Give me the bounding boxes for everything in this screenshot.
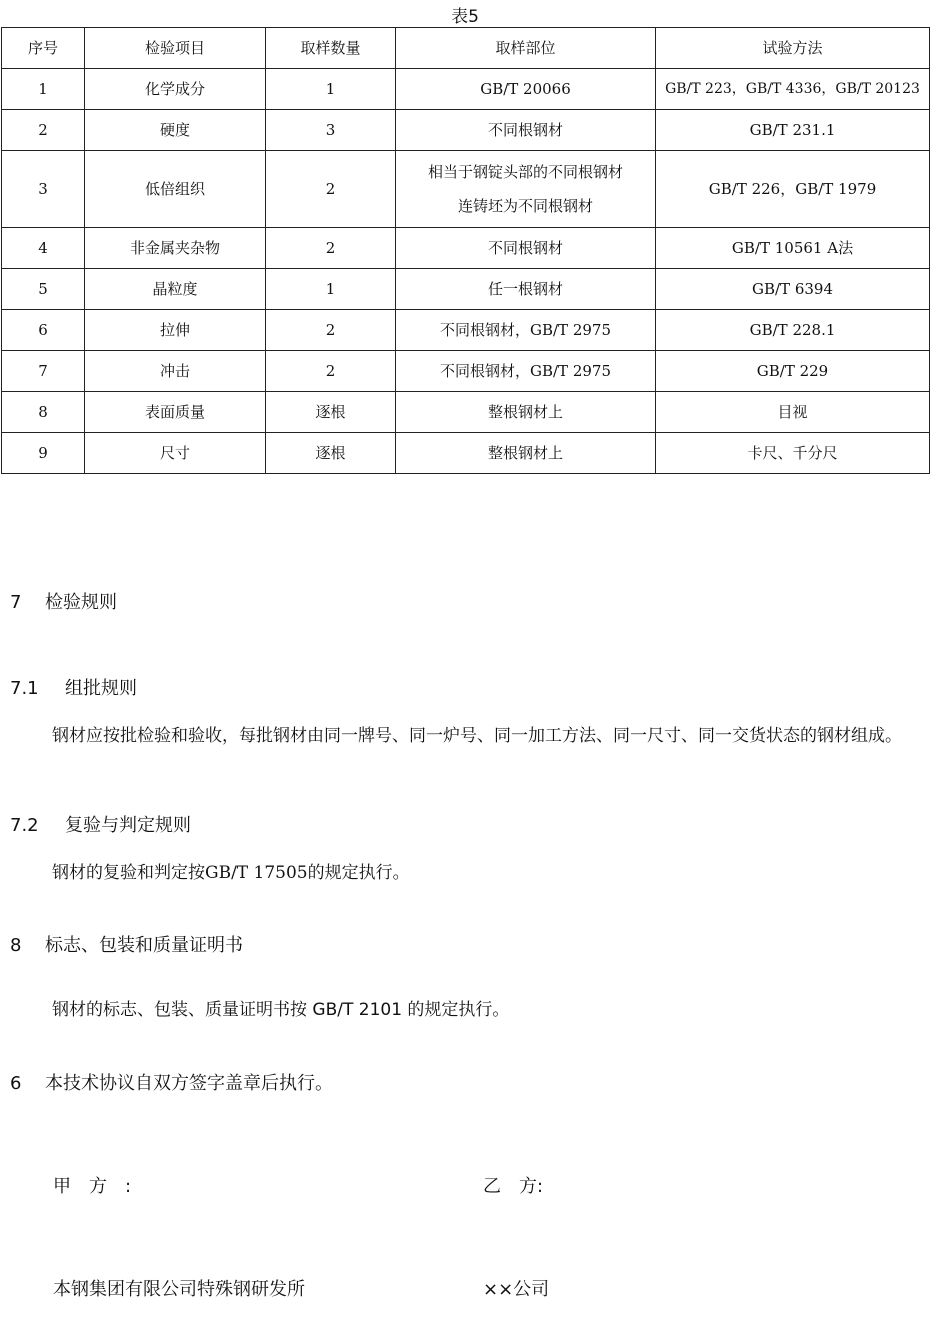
cell-quantity: 1 xyxy=(266,69,396,110)
cell-item: 冲击 xyxy=(85,351,266,392)
cell-quantity: 3 xyxy=(266,110,396,151)
section-8-heading xyxy=(10,931,243,957)
cell-item: 非金属夹杂物 xyxy=(85,228,266,269)
cell-quantity: 逐根 xyxy=(266,433,396,474)
cell-method: GB/T 6394 xyxy=(656,269,930,310)
cell-item: 化学成分 xyxy=(85,69,266,110)
section-7-1-number: 7.1 xyxy=(10,678,39,699)
cell-serial: 8 xyxy=(2,392,85,433)
section-7-title: 检验规则 xyxy=(45,592,117,613)
cell-location: 整根钢材上 xyxy=(396,392,656,433)
table-row xyxy=(2,151,930,228)
cell-location-line2: 连铸坯为不同根钢材 xyxy=(457,197,593,215)
party-b-name: ××公司 xyxy=(483,1279,550,1300)
section-6-number: 6 xyxy=(10,1073,22,1094)
table-row xyxy=(2,110,930,151)
cell-method: GB/T 228.1 xyxy=(656,310,930,351)
cell-serial: 6 xyxy=(2,310,85,351)
cell-location: 不同根钢材，GB/T 2975 xyxy=(396,310,656,351)
section-6-title: 本技术协议自双方签字盖章后执行。 xyxy=(45,1073,333,1094)
section-7-1-text: 钢材应按批检验和验收，每批钢材由同一牌号、同一炉号、同一加工方法、同一尺寸、同一交货状态的钢材组成。 xyxy=(52,726,902,746)
cell-location: GB/T 20066 xyxy=(396,69,656,110)
header-method: 试验方法 xyxy=(656,28,930,69)
section-7-heading xyxy=(10,588,117,614)
header-item: 检验项目 xyxy=(85,28,266,69)
cell-serial: 2 xyxy=(2,110,85,151)
cell-quantity: 1 xyxy=(266,269,396,310)
cell-serial: 9 xyxy=(2,433,85,474)
section-7-2-text: 钢材的复验和判定按GB/T 17505的规定执行。 xyxy=(52,863,410,883)
cell-item: 表面质量 xyxy=(85,392,266,433)
cell-item: 低倍组织 xyxy=(85,151,266,228)
cell-quantity: 2 xyxy=(266,228,396,269)
party-a-name: 本钢集团有限公司特殊钢研发所 xyxy=(53,1279,305,1300)
cell-quantity: 2 xyxy=(266,351,396,392)
cell-serial: 4 xyxy=(2,228,85,269)
table-row xyxy=(2,433,930,474)
party-a-label: 甲 方 : xyxy=(53,1176,132,1197)
table-header-row xyxy=(2,28,930,69)
cell-item: 晶粒度 xyxy=(85,269,266,310)
cell-method: GB/T 231.1 xyxy=(656,110,930,151)
cell-item: 拉伸 xyxy=(85,310,266,351)
header-serial: 序号 xyxy=(2,28,85,69)
cell-quantity: 2 xyxy=(266,310,396,351)
cell-location: 整根钢材上 xyxy=(396,433,656,474)
table-row xyxy=(2,228,930,269)
section-6-heading xyxy=(10,1069,333,1095)
section-7-1-heading xyxy=(10,674,137,700)
table-row xyxy=(2,351,930,392)
cell-quantity: 2 xyxy=(266,151,396,228)
cell-method: GB/T 10561 A法 xyxy=(656,228,930,269)
section-7-number: 7 xyxy=(10,592,22,613)
cell-location: 不同根钢材 xyxy=(396,228,656,269)
section-8-title: 标志、包装和质量证明书 xyxy=(45,935,243,956)
table-row xyxy=(2,69,930,110)
cell-serial: 7 xyxy=(2,351,85,392)
cell-serial: 1 xyxy=(2,69,85,110)
cell-location: 任一根钢材 xyxy=(396,269,656,310)
cell-serial: 5 xyxy=(2,269,85,310)
section-7-2-heading xyxy=(10,811,191,837)
section-7-2-title: 复验与判定规则 xyxy=(65,815,191,836)
table-row xyxy=(2,392,930,433)
header-quantity: 取样数量 xyxy=(266,28,396,69)
cell-serial: 3 xyxy=(2,151,85,228)
cell-item: 尺寸 xyxy=(85,433,266,474)
table-row xyxy=(2,310,930,351)
cell-location-line1: 相当于钢锭头部的不同根钢材 xyxy=(427,163,623,181)
cell-location: 不同根钢材 xyxy=(396,110,656,151)
table-row xyxy=(2,269,930,310)
party-b-label: 乙 方: xyxy=(483,1176,544,1197)
cell-method: 目视 xyxy=(656,392,930,433)
section-8-text: 钢材的标志、包装、质量证明书按 GB/T 2101 的规定执行。 xyxy=(52,1000,510,1020)
cell-quantity: 逐根 xyxy=(266,392,396,433)
cell-location: 不同根钢材，GB/T 2975 xyxy=(396,351,656,392)
cell-method: GB/T 229 xyxy=(656,351,930,392)
cell-item: 硬度 xyxy=(85,110,266,151)
section-8-number: 8 xyxy=(10,935,22,956)
cell-method: GB/T 223，GB/T 4336，GB/T 20123 xyxy=(656,69,930,110)
inspection-table xyxy=(1,27,930,474)
cell-method: 卡尺、千分尺 xyxy=(656,433,930,474)
section-7-1-title: 组批规则 xyxy=(65,678,137,699)
header-location: 取样部位 xyxy=(396,28,656,69)
cell-method: GB/T 226，GB/T 1979 xyxy=(656,151,930,228)
cell-location xyxy=(396,151,656,228)
section-7-2-number: 7.2 xyxy=(10,815,39,836)
table-caption: 表5 xyxy=(451,7,479,27)
